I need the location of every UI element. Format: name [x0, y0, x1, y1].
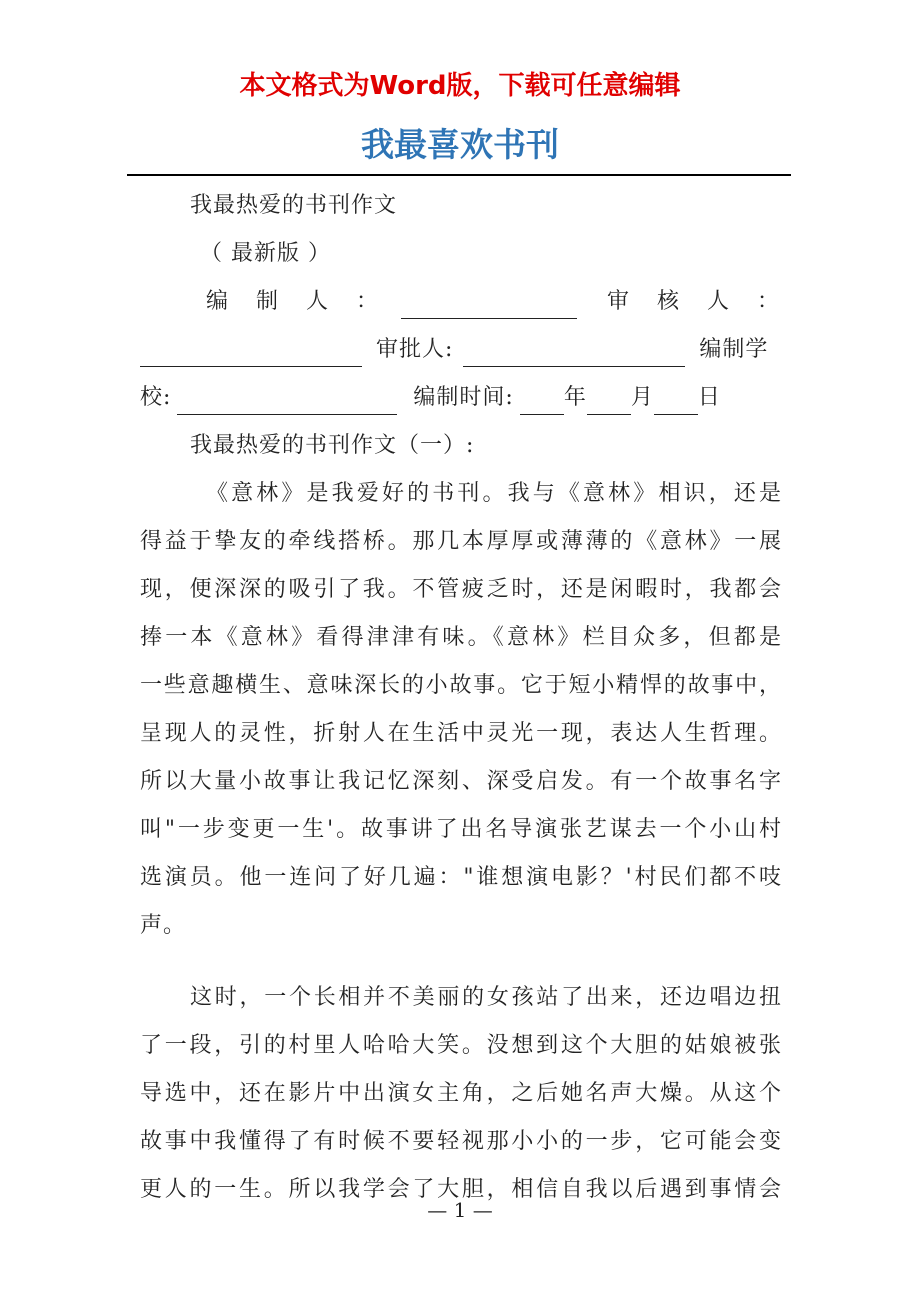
editor-label: 编 制 人 ： — [206, 289, 382, 314]
text-line: 声。 — [140, 913, 187, 938]
document-body — [140, 182, 782, 1214]
text-line: 现，便深深的吸引了我。不管疲乏时，还是闲暇时，我都会 — [140, 577, 782, 602]
text-line: 导选中，还在影片中出演女主角，之后她名声大燥。从这个 — [140, 1081, 782, 1106]
school-label-start: 编制学 — [699, 337, 769, 362]
editor-line — [140, 278, 782, 326]
text-line: 一些意趣横生、意味深长的小故事。它于短小精悍的故事中， — [140, 673, 782, 698]
time-label: 编制时间: — [413, 385, 514, 410]
edition-label: （ 最新版 ） — [200, 241, 331, 266]
approver-line — [140, 326, 782, 374]
text-line: 得益于挚友的牵线搭桥。那几本厚厚或薄薄的《意林》一展 — [140, 529, 782, 554]
text-line: 呈现人的灵性，折射人在生活中灵光一现，表达人生哲理。 — [140, 721, 782, 746]
text-line: 所以大量小故事让我记忆深刻、深受启发。有一个故事名字 — [140, 769, 782, 794]
text-line: 更人的一生。所以我学会了大胆，相信自我以后遇到事情会 — [140, 1177, 782, 1202]
section-heading: 我最热爱的书刊作文（一）: — [190, 433, 475, 458]
year-blank — [520, 382, 564, 415]
day-label: 日 — [697, 385, 721, 410]
reviewer-blank — [140, 334, 362, 367]
approver-blank — [463, 334, 685, 367]
format-notice: 本文格式为Word版，下载可任意编辑 — [239, 71, 681, 101]
header-divider — [127, 174, 791, 176]
paragraph-2 — [140, 974, 782, 1214]
school-label-end: 校: — [140, 385, 172, 410]
paragraph-1 — [140, 470, 782, 950]
month-blank — [587, 382, 631, 415]
school-blank — [177, 382, 397, 415]
editor-blank — [401, 286, 577, 319]
text-line: 选演员。他一连问了好几遍："谁想演电影？'村民们都不吱 — [140, 865, 782, 890]
approver-label: 审批人: — [376, 337, 454, 362]
subtitle: 我最热爱的书刊作文 — [190, 193, 398, 218]
text-line: 《意林》是我爱好的书刊。我与《意林》相识，还是 — [206, 481, 782, 506]
school-time-line — [140, 374, 782, 422]
page-number: — 1 — — [427, 1198, 493, 1222]
paragraph-spacer — [140, 950, 782, 974]
text-line: 故事中我懂得了有时候不要轻视那小小的一步，它可能会变 — [140, 1129, 782, 1154]
day-blank — [654, 382, 698, 415]
text-line: 这时，一个长相并不美丽的女孩站了出来，还边唱边扭 — [190, 985, 782, 1010]
text-line: 了一段，引的村里人哈哈大笑。没想到这个大胆的姑娘被张 — [140, 1033, 782, 1058]
document-title: 我最喜欢书刊 — [361, 125, 559, 164]
year-label: 年 — [563, 385, 587, 410]
month-label: 月 — [630, 385, 654, 410]
text-line: 捧一本《意林》看得津津有味。《意林》栏目众多，但都是 — [140, 625, 782, 650]
reviewer-label: 审 核 人 ： — [606, 289, 782, 314]
text-line: 叫"一步变更一生'。故事讲了出名导演张艺谋去一个小山村 — [140, 817, 782, 842]
